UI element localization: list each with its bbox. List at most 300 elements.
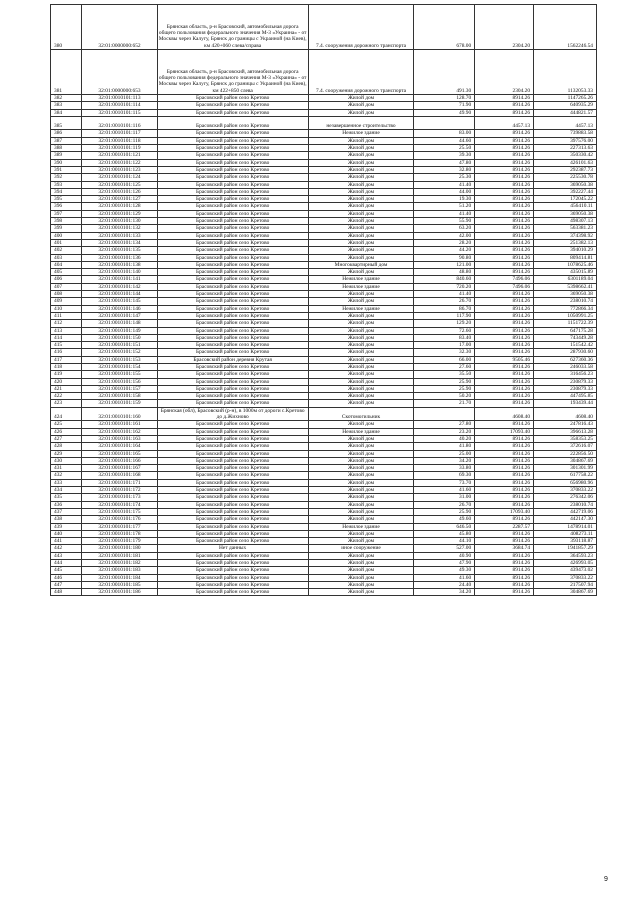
row-number-cell: 387 xyxy=(51,137,82,144)
cadastral-value-cell: 276342.06 xyxy=(534,494,597,501)
object-type-cell: Жилой дом xyxy=(308,166,414,173)
row-number-cell: 448 xyxy=(51,589,82,596)
cadastral-number-cell: 32:01:0010101:125 xyxy=(82,181,157,188)
area-cell: 45.80 xyxy=(414,530,475,537)
table-row xyxy=(51,385,597,392)
address-cell: Брасовский район село Кретово xyxy=(157,269,308,276)
address-cell: Брасовский район село Кретово xyxy=(157,291,308,298)
row-number-cell: 397 xyxy=(51,210,82,217)
cadastral-number-cell: 32:01:0010101:164 xyxy=(82,443,157,450)
cadastral-value-cell: 369050.38 xyxy=(534,181,597,188)
address-cell: Брасовский район село Кретово xyxy=(157,334,308,341)
area-cell: 40.20 xyxy=(414,435,475,442)
cadastral-value-cell: 435015.89 xyxy=(534,269,597,276)
row-number-cell: 391 xyxy=(51,166,82,173)
object-type-cell: Жилой дом xyxy=(308,95,414,102)
cadastral-value-cell: 772866.34 xyxy=(534,305,597,312)
unit-price-cell: 8914.26 xyxy=(475,457,534,464)
row-number-cell: 420 xyxy=(51,378,82,385)
cadastral-number-cell: 32:01:0010101:176 xyxy=(82,516,157,523)
address-cell: Брасовский район село Кретово xyxy=(157,254,308,261)
cadastral-number-cell: 32:01:0010101:158 xyxy=(82,393,157,400)
area-cell: 34.20 xyxy=(414,589,475,596)
address-cell: Брасовский район село Кретово xyxy=(157,589,308,596)
cadastral-value-cell: 442719.06 xyxy=(534,508,597,515)
object-type-cell: Жилой дом xyxy=(308,247,414,254)
table-row xyxy=(51,508,597,515)
unit-price-cell: 2287.57 xyxy=(475,523,534,530)
object-type-cell: Жилой дом xyxy=(308,334,414,341)
unit-price-cell: 7496.06 xyxy=(475,276,534,283)
row-number-cell: 398 xyxy=(51,218,82,225)
cadastral-number-cell: 32:01:0010101:126 xyxy=(82,188,157,195)
cadastral-number-cell: 32:01:0010101:145 xyxy=(82,298,157,305)
row-number-cell: 436 xyxy=(51,501,82,508)
cadastral-number-cell: 32:01:0010101:127 xyxy=(82,196,157,203)
address-cell: Брасовский район село Кретово xyxy=(157,487,308,494)
object-type-cell: Жилой дом xyxy=(308,349,414,356)
table-row xyxy=(51,400,597,407)
cadastral-value-cell: 1562246.54 xyxy=(534,5,597,50)
cadastral-value-cell: 358353.25 xyxy=(534,435,597,442)
table-row xyxy=(51,407,597,421)
cadastral-number-cell: 32:01:0010101:123 xyxy=(82,166,157,173)
table-row xyxy=(51,196,597,203)
area-cell: 35.50 xyxy=(414,371,475,378)
object-type-cell: Жилой дом xyxy=(308,494,414,501)
cadastral-value-cell: 396613.28 xyxy=(534,428,597,435)
area-cell: 34.20 xyxy=(414,457,475,464)
object-type-cell: Жилой дом xyxy=(308,320,414,327)
address-cell: Брасовский район село Кретово xyxy=(157,181,308,188)
row-number-cell: 423 xyxy=(51,400,82,407)
area-cell: 19.30 xyxy=(414,196,475,203)
row-number-cell: 433 xyxy=(51,479,82,486)
table-row xyxy=(51,116,597,130)
area-cell xyxy=(414,407,475,421)
unit-price-cell: 2304.20 xyxy=(475,5,534,50)
table-row xyxy=(51,269,597,276)
unit-price-cell: 7496.06 xyxy=(475,283,534,290)
row-number-cell: 425 xyxy=(51,421,82,428)
unit-price-cell: 9505.46 xyxy=(475,356,534,363)
address-cell: Брасовский район село Кретово xyxy=(157,538,308,545)
row-number-cell: 417 xyxy=(51,356,82,363)
address-cell: Брасовский район село Кретово xyxy=(157,116,308,130)
table-row xyxy=(51,334,597,341)
cadastral-value-cell: 364593.23 xyxy=(534,552,597,559)
row-number-cell: 392 xyxy=(51,174,82,181)
table-row xyxy=(51,102,597,109)
row-number-cell: 442 xyxy=(51,545,82,552)
cadastral-value-cell: 230879.33 xyxy=(534,378,597,385)
cadastral-number-cell: 32:01:0010101:147 xyxy=(82,312,157,319)
address-cell: Брасовский район село Кретово xyxy=(157,327,308,334)
unit-price-cell: 8914.26 xyxy=(475,501,534,508)
cadastral-value-cell: 246033.58 xyxy=(534,363,597,370)
object-type-cell: Жилой дом xyxy=(308,137,414,144)
cadastral-number-cell: 32:01:0010101:172 xyxy=(82,487,157,494)
unit-price-cell: 8914.26 xyxy=(475,218,534,225)
unit-price-cell: 8914.26 xyxy=(475,385,534,392)
row-number-cell: 434 xyxy=(51,487,82,494)
row-number-cell: 394 xyxy=(51,188,82,195)
address-cell: Брасовский район село Кретово xyxy=(157,428,308,435)
object-type-cell: Жилой дом xyxy=(308,232,414,239)
area-cell: 83.40 xyxy=(414,334,475,341)
cadastral-number-cell: 32:01:0010101:155 xyxy=(82,371,157,378)
page-number: 9 xyxy=(604,876,608,883)
row-number-cell: 396 xyxy=(51,203,82,210)
object-type-cell: Жилой дом xyxy=(308,145,414,152)
cadastral-value-cell: 4608.40 xyxy=(534,407,597,421)
area-cell: 51.20 xyxy=(414,203,475,210)
table-row xyxy=(51,479,597,486)
cadastral-number-cell: 32:01:0010101:150 xyxy=(82,334,157,341)
address-cell: Брасовский район село Кретово xyxy=(157,567,308,574)
cadastral-value-cell: 617758.22 xyxy=(534,472,597,479)
table-row xyxy=(51,589,597,596)
row-number-cell: 384 xyxy=(51,109,82,116)
address-cell: Брасовский район село Кретово xyxy=(157,494,308,501)
cadastral-value-cell: 1478914.01 xyxy=(534,523,597,530)
address-cell: Брасовский район село Кретово xyxy=(157,109,308,116)
unit-price-cell: 8914.26 xyxy=(475,305,534,312)
cadastral-value-cell: 439473.02 xyxy=(534,567,597,574)
cadastral-number-cell: 32:01:0010101:184 xyxy=(82,574,157,581)
area-cell: 41.40 xyxy=(414,181,475,188)
row-number-cell: 380 xyxy=(51,5,82,50)
cadastral-number-cell: 32:01:0010101:113 xyxy=(82,95,157,102)
cadastral-value-cell: 151542.42 xyxy=(534,342,597,349)
area-cell: 25.30 xyxy=(414,174,475,181)
unit-price-cell: 8914.26 xyxy=(475,174,534,181)
object-type-cell: Жилой дом xyxy=(308,501,414,508)
area-cell: 25.00 xyxy=(414,450,475,457)
cadastral-number-cell: 32:01:0010101:115 xyxy=(82,109,157,116)
table-row xyxy=(51,428,597,435)
cadastral-value-cell: 1151722.39 xyxy=(534,320,597,327)
row-number-cell: 399 xyxy=(51,225,82,232)
cadastral-number-cell: 32:01:0010101:177 xyxy=(82,523,157,530)
row-number-cell: 445 xyxy=(51,567,82,574)
object-type-cell: Жилой дом xyxy=(308,327,414,334)
area-cell: 678.00 xyxy=(414,5,475,50)
row-number-cell: 418 xyxy=(51,363,82,370)
row-number-cell: 405 xyxy=(51,269,82,276)
address-cell: Брасовский район село Кретово xyxy=(157,385,308,392)
table-row xyxy=(51,465,597,472)
cadastral-value-cell: 498307.13 xyxy=(534,218,597,225)
cadastral-value-cell: 647175.28 xyxy=(534,327,597,334)
area-cell: 41.40 xyxy=(414,210,475,217)
object-type-cell: иное сооружение xyxy=(308,545,414,552)
cadastral-value-cell: 393118.87 xyxy=(534,538,597,545)
table-row xyxy=(51,450,597,457)
area-cell: 129.20 xyxy=(414,320,475,327)
row-number-cell: 424 xyxy=(51,407,82,421)
row-number-cell: 385 xyxy=(51,116,82,130)
object-type-cell: Жилой дом xyxy=(308,472,414,479)
table-row xyxy=(51,378,597,385)
table-row xyxy=(51,393,597,400)
cadastral-value-cell: 374398.92 xyxy=(534,232,597,239)
table-row xyxy=(51,443,597,450)
cadastral-number-cell: 32:01:0010101:148 xyxy=(82,320,157,327)
table-row xyxy=(51,457,597,464)
address-cell: Брянская область, р-н Брасовский, автомобильная дорога общего пользования федерального значения М-3 «Украина» - от Москвы через Калугу, Брянск до границы с Украиной (на Киев), км 422+850 слева xyxy=(157,50,308,95)
area-cell: 840.60 xyxy=(414,276,475,283)
object-type-cell: Жилой дом xyxy=(308,589,414,596)
address-cell: Брасовский район село Кретово xyxy=(157,479,308,486)
cadastral-value-cell: 350330.42 xyxy=(534,152,597,159)
area-cell: 32.30 xyxy=(414,349,475,356)
object-type-cell: Жилой дом xyxy=(308,530,414,537)
cadastral-number-cell: 32:01:0010101:178 xyxy=(82,530,157,537)
address-cell: Брасовский район село Кретово xyxy=(157,320,308,327)
object-type-cell: Жилой дом xyxy=(308,393,414,400)
unit-price-cell: 8914.26 xyxy=(475,239,534,246)
address-cell: Брасовский район село Кретово xyxy=(157,378,308,385)
address-cell: Брасовский район село Кретово xyxy=(157,145,308,152)
object-type-cell: Жилой дом xyxy=(308,508,414,515)
cadastral-value-cell: 563381.23 xyxy=(534,225,597,232)
cadastral-value-cell: 370833.22 xyxy=(534,487,597,494)
area-cell: 49.30 xyxy=(414,567,475,574)
table-row xyxy=(51,174,597,181)
row-number-cell: 419 xyxy=(51,371,82,378)
address-cell: Нет данных xyxy=(157,545,308,552)
cadastral-value-cell: 397576.00 xyxy=(534,137,597,144)
unit-price-cell: 8914.26 xyxy=(475,393,534,400)
cadastral-number-cell: 32:01:0010101:181 xyxy=(82,552,157,559)
area-cell: 121.00 xyxy=(414,261,475,268)
area-cell: 44.20 xyxy=(414,247,475,254)
area-cell: 25.90 xyxy=(414,378,475,385)
cadastral-value-cell: 743449.28 xyxy=(534,334,597,341)
row-number-cell: 382 xyxy=(51,95,82,102)
address-cell: Брасовский район село Кретово xyxy=(157,261,308,268)
cadastral-value-cell: 1147265.26 xyxy=(534,95,597,102)
object-type-cell: Нежилое здание xyxy=(308,428,414,435)
row-number-cell: 407 xyxy=(51,283,82,290)
cadastral-value-cell: 292387.73 xyxy=(534,166,597,173)
unit-price-cell: 8914.26 xyxy=(475,327,534,334)
cadastral-value-cell: 426993.05 xyxy=(534,560,597,567)
cadastral-value-cell: 369050.38 xyxy=(534,210,597,217)
table-row xyxy=(51,109,597,116)
cadastral-number-cell: 32:01:0010101:128 xyxy=(82,203,157,210)
row-number-cell: 439 xyxy=(51,523,82,530)
address-cell: Брасовский район село Кретово xyxy=(157,312,308,319)
unit-price-cell: 8914.26 xyxy=(475,589,534,596)
address-cell: Брасовский район село Кретово xyxy=(157,400,308,407)
cadastral-number-cell: 32:01:0010101:149 xyxy=(82,327,157,334)
cadastral-value-cell: 4457.13 xyxy=(534,116,597,130)
table-row xyxy=(51,225,597,232)
address-cell: Брасовский район село Кретово xyxy=(157,501,308,508)
table-row xyxy=(51,181,597,188)
cadastral-number-cell: 32:01:0010101:159 xyxy=(82,400,157,407)
object-type-cell: Нежилое здание xyxy=(308,305,414,312)
address-cell: Брянская (обл), Брасовский (р-н), в 1000м от дороги с.Кретово до д.Жихново xyxy=(157,407,308,421)
row-number-cell: 446 xyxy=(51,574,82,581)
table-row xyxy=(51,276,597,283)
object-type-cell: Жилой дом xyxy=(308,363,414,370)
table-row xyxy=(51,567,597,574)
address-cell: Брасовский район село Кретово xyxy=(157,174,308,181)
cadastral-value-cell: 640935.29 xyxy=(534,102,597,109)
object-type-cell: Жилой дом xyxy=(308,581,414,588)
unit-price-cell: 8914.26 xyxy=(475,479,534,486)
row-number-cell: 388 xyxy=(51,145,82,152)
table-row xyxy=(51,371,597,378)
table-row xyxy=(51,152,597,159)
area-cell: 527.00 xyxy=(414,545,475,552)
unit-price-cell: 8914.26 xyxy=(475,363,534,370)
object-type-cell: Жилой дом xyxy=(308,159,414,166)
area-cell: 83.00 xyxy=(414,130,475,137)
address-cell: Брасовский район село Кретово xyxy=(157,516,308,523)
cadastral-value-cell: 225530.78 xyxy=(534,174,597,181)
address-cell: Брасовский район село Кретово xyxy=(157,523,308,530)
unit-price-cell: 8914.26 xyxy=(475,465,534,472)
unit-price-cell: 8914.26 xyxy=(475,137,534,144)
row-number-cell: 412 xyxy=(51,320,82,327)
area-cell: 39.30 xyxy=(414,152,475,159)
table-row xyxy=(51,349,597,356)
address-cell: Брасовский район село Кретово xyxy=(157,218,308,225)
unit-price-cell: 8914.26 xyxy=(475,188,534,195)
area-cell: 31.00 xyxy=(414,494,475,501)
table-row xyxy=(51,494,597,501)
object-type-cell: Жилой дом xyxy=(308,218,414,225)
row-number-cell: 389 xyxy=(51,152,82,159)
row-number-cell: 444 xyxy=(51,560,82,567)
address-cell: Брасовский район село Кретово xyxy=(157,530,308,537)
object-type-cell: Жилой дом xyxy=(308,181,414,188)
row-number-cell: 402 xyxy=(51,247,82,254)
address-cell: Брасовский район село Кретово xyxy=(157,283,308,290)
table-row xyxy=(51,232,597,239)
row-number-cell: 443 xyxy=(51,552,82,559)
object-type-cell: Жилой дом xyxy=(308,457,414,464)
address-cell: Брасовский район село Кретово xyxy=(157,137,308,144)
cadastral-number-cell: 32:01:0010101:129 xyxy=(82,210,157,217)
row-number-cell: 409 xyxy=(51,298,82,305)
cadastral-value-cell: 408273.11 xyxy=(534,530,597,537)
table-row xyxy=(51,501,597,508)
unit-price-cell: 8914.26 xyxy=(475,232,534,239)
table-row xyxy=(51,363,597,370)
unit-price-cell: 8914.26 xyxy=(475,443,534,450)
unit-price-cell: 8914.26 xyxy=(475,159,534,166)
row-number-cell: 421 xyxy=(51,385,82,392)
table-row xyxy=(51,203,597,210)
area-cell: 55.90 xyxy=(414,218,475,225)
area-cell: 117.90 xyxy=(414,312,475,319)
address-cell: Брасовский район село Кретово xyxy=(157,247,308,254)
cadastral-value-cell: 222856.50 xyxy=(534,450,597,457)
object-type-cell: Жилой дом xyxy=(308,450,414,457)
area-cell: 27.80 xyxy=(414,421,475,428)
object-type-cell: Жилой дом xyxy=(308,291,414,298)
cadastral-value-cell: 739883.58 xyxy=(534,130,597,137)
area-cell: 49.60 xyxy=(414,516,475,523)
row-number-cell: 432 xyxy=(51,472,82,479)
table-row xyxy=(51,137,597,144)
area-cell: 41.60 xyxy=(414,574,475,581)
cadastral-value-cell: 251382.13 xyxy=(534,239,597,246)
object-type-cell: Жилой дом xyxy=(308,487,414,494)
cadastral-value-cell: 456410.11 xyxy=(534,203,597,210)
object-type-cell: Жилой дом xyxy=(308,196,414,203)
cadastral-number-cell: 32:01:0010101:144 xyxy=(82,291,157,298)
cadastral-value-cell: 247816.43 xyxy=(534,421,597,428)
address-cell: Брасовский район село Кретово xyxy=(157,393,308,400)
unit-price-cell: 8914.26 xyxy=(475,435,534,442)
area-cell: 42.00 xyxy=(414,232,475,239)
cadastral-value-cell: 238010.74 xyxy=(534,501,597,508)
object-type-cell: Жилой дом xyxy=(308,342,414,349)
unit-price-cell: 8914.26 xyxy=(475,371,534,378)
row-number-cell: 410 xyxy=(51,305,82,312)
unit-price-cell: 17093.40 xyxy=(475,428,534,435)
object-type-cell: Жилой дом xyxy=(308,102,414,109)
cadastral-value-cell: 172045.22 xyxy=(534,196,597,203)
cadastral-number-cell: 32:01:0010101:141 xyxy=(82,276,157,283)
table-row xyxy=(51,545,597,552)
cadastral-number-cell: 32:01:0010101:116 xyxy=(82,116,157,130)
area-cell: 48.80 xyxy=(414,269,475,276)
table-row xyxy=(51,145,597,152)
table-row xyxy=(51,159,597,166)
row-number-cell: 429 xyxy=(51,450,82,457)
unit-price-cell: 8914.26 xyxy=(475,152,534,159)
address-cell: Брасовский район село Кретово xyxy=(157,166,308,173)
row-number-cell: 427 xyxy=(51,435,82,442)
cadastral-number-cell: 32:01:0010101:160 xyxy=(82,407,157,421)
address-cell: Брасовский район село Кретово xyxy=(157,363,308,370)
object-type-cell: Скотомогильник xyxy=(308,407,414,421)
cadastral-number-cell: 32:01:0010101:167 xyxy=(82,465,157,472)
object-type-cell: Жилой дом xyxy=(308,567,414,574)
unit-price-cell: 3684.74 xyxy=(475,545,534,552)
area-cell: 41.60 xyxy=(414,487,475,494)
area-cell: 646.50 xyxy=(414,523,475,530)
cadastral-number-cell: 32:01:0010101:179 xyxy=(82,538,157,545)
row-number-cell: 440 xyxy=(51,530,82,537)
cadastral-value-cell: 656980.96 xyxy=(534,479,597,486)
object-type-cell: Жилой дом xyxy=(308,400,414,407)
object-type-cell: Жилой дом xyxy=(308,109,414,116)
row-number-cell: 404 xyxy=(51,261,82,268)
cadastral-value-cell: 1132053.33 xyxy=(534,50,597,95)
cadastral-number-cell: 32:01:0010101:165 xyxy=(82,450,157,457)
cadastral-number-cell: 32:01:0010101:152 xyxy=(82,349,157,356)
unit-price-cell: 4457.13 xyxy=(475,116,534,130)
unit-price-cell: 8914.26 xyxy=(475,538,534,545)
address-cell: Брасовский район село Кретово xyxy=(157,560,308,567)
row-number-cell: 426 xyxy=(51,428,82,435)
cadastral-value-cell: 287930.60 xyxy=(534,349,597,356)
unit-price-cell: 8914.26 xyxy=(475,210,534,217)
object-type-cell: Жилой дом xyxy=(308,465,414,472)
unit-price-cell: 8914.26 xyxy=(475,334,534,341)
table-row xyxy=(51,5,597,50)
cadastral-value-cell: 447495.85 xyxy=(534,393,597,400)
cadastral-number-cell: 32:01:0010101:132 xyxy=(82,225,157,232)
